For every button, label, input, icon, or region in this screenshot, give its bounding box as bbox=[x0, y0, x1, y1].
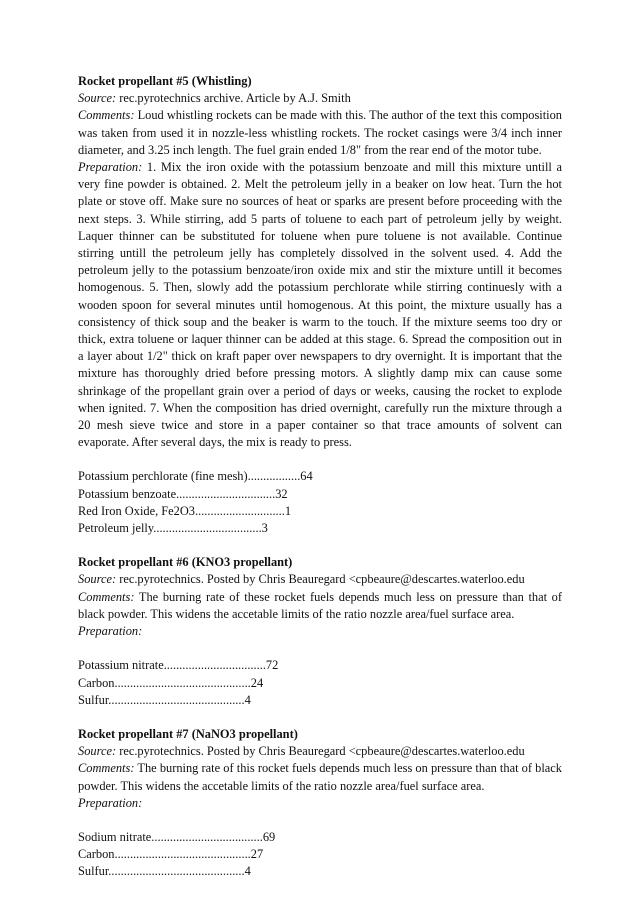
source-text: rec.pyrotechnics archive. Article by A.J. Smith bbox=[119, 91, 351, 106]
recipe-title: Rocket propellant #6 (KNO3 propellant) bbox=[78, 555, 293, 570]
ingredient-line: Red Iron Oxide, Fe2O3.............................1 bbox=[78, 503, 292, 518]
document-page bbox=[78, 73, 562, 898]
comments-text: The burning rate of this rocket fuels depends much less on pressure than that of black powder. This widens the accetable limits of the ratio nozzle area/fuel surface area. bbox=[78, 761, 563, 793]
ingredient-line: Sulfur............................................4 bbox=[78, 692, 251, 707]
ingredients-list bbox=[78, 829, 562, 881]
ingredient-line: Sulfur............................................4 bbox=[78, 864, 251, 879]
preparation-text: 1. Mix the iron oxide with the potassium benzoate and mill this mixture untill a very fine powder is obtained. 2. Melt the petroleum jelly in a beaker on low heat. Turn the hot plate or stove off. Make sure no sources of heat or sparks are present before proceeding with the next steps. 3. While stirring, add 5 parts of toluene to each part of petroleum jelly by weight. Laquer thinner can be substituted for toluene when pure toluene is not available. Continue stirring untill the petroleum jelly has completely dissolved in the solvent used. 4. Add the petroleum jelly to the potassium benzoate/iron oxide mix and stir the mixture untill it becomes homogenous. 5. Then, slowly add the potassium perchlorate while stirring continuesly with a wooden spoon for several minutes until homogenous. At this point, the mixture usually has a consistency of thick soup and the beaker is warm to the touch. If the mixture seems too dry or thick, extra toluene or laquer thinner can be added at this stage. 6. Spread the composition out in a layer about 1/2" thick on kraft paper over newspapers to dry overnight. It is important that the mixture has thoroughly dried before pressing motors. A slightly damp mix can cause some shrinkage of the propellant grain over a period of days or weeks, causing the rocket to explode when ignited. 7. When the composition has dried overnight, carefully run the mixture through a 20 mesh sieve twice and store in a paper container so that trace amounts of solvent can evaporate. After several days, the mix is ready to press. bbox=[78, 160, 562, 450]
comments-label: Comments: bbox=[78, 108, 135, 123]
ingredient-line: Potassium benzoate................................32 bbox=[78, 486, 288, 501]
ingredient-line: Potassium perchlorate (fine mesh).................64 bbox=[78, 469, 313, 484]
comments-line bbox=[78, 760, 562, 794]
ingredient-line: Carbon............................................24 bbox=[78, 675, 264, 690]
comments-label: Comments: bbox=[78, 589, 135, 604]
preparation-label: Preparation: bbox=[78, 160, 143, 175]
source-line bbox=[78, 743, 562, 760]
comments-line bbox=[78, 589, 562, 623]
comments-label: Comments: bbox=[78, 761, 135, 776]
recipe-section bbox=[78, 726, 562, 881]
source-text: rec.pyrotechnics. Posted by Chris Beauregard <cpbeaure@descartes.waterloo.edu bbox=[119, 744, 525, 759]
source-label: Source: bbox=[78, 91, 117, 106]
ingredient-line: Potassium nitrate.................................72 bbox=[78, 658, 279, 673]
ingredients-list bbox=[78, 657, 562, 709]
preparation-line bbox=[78, 623, 562, 640]
preparation-label: Preparation: bbox=[78, 795, 143, 810]
comments-text: The burning rate of these rocket fuels depends much less on pressure than that of black powder. This widens the accetable limits of the ratio nozzle area/fuel surface area. bbox=[78, 589, 563, 621]
preparation-line bbox=[78, 795, 562, 812]
source-label: Source: bbox=[78, 572, 117, 587]
source-line bbox=[78, 571, 562, 588]
source-label: Source: bbox=[78, 744, 117, 759]
preparation-label: Preparation: bbox=[78, 624, 143, 639]
recipe-section bbox=[78, 73, 562, 537]
ingredient-line: Carbon............................................27 bbox=[78, 847, 264, 862]
source-line bbox=[78, 90, 562, 107]
recipe-section bbox=[78, 554, 562, 709]
preparation-line bbox=[78, 159, 562, 451]
recipe-title: Rocket propellant #7 (NaNO3 propellant) bbox=[78, 726, 298, 741]
recipe-title: Rocket propellant #5 (Whistling) bbox=[78, 74, 252, 88]
ingredients-list bbox=[78, 468, 562, 537]
ingredient-line: Sodium nitrate....................................69 bbox=[78, 829, 276, 844]
comments-text: Loud whistling rockets can be made with this. The author of the text this composition was taken from used it in nozzle-less whistling rockets. The rocket casings were 3/4 inch inner diameter, and 3.25 inch length. The fuel grain ended 1/8" from the rear end of the motor tube. bbox=[78, 108, 562, 157]
ingredient-line: Petroleum jelly...................................3 bbox=[78, 521, 268, 536]
source-text: rec.pyrotechnics. Posted by Chris Beauregard <cpbeaure@descartes.waterloo.edu bbox=[119, 572, 525, 587]
comments-line bbox=[78, 107, 562, 159]
